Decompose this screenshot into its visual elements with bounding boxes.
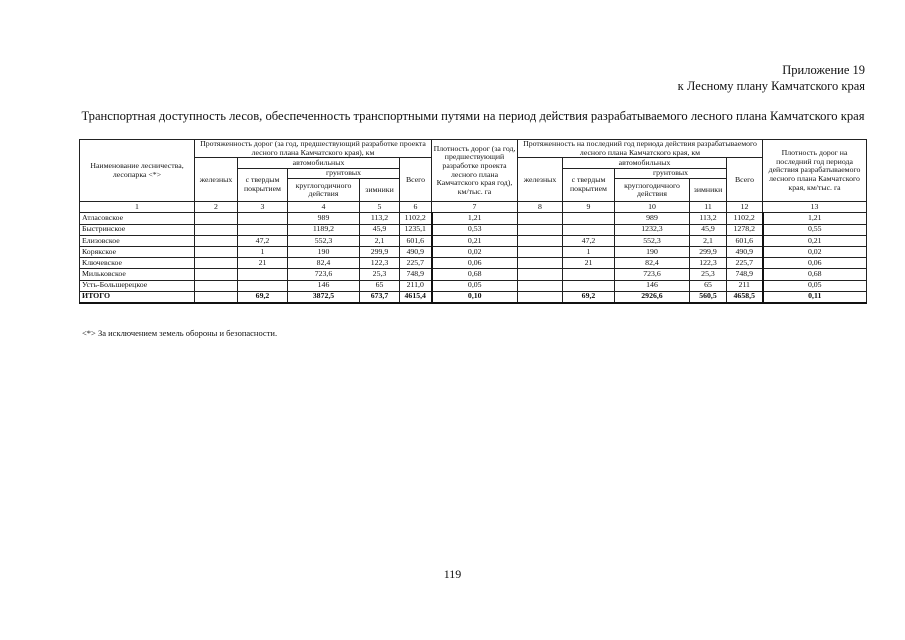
value-cell: 113,2 <box>360 213 400 224</box>
value-cell: 122,3 <box>690 258 727 269</box>
value-cell: 1235,1 <box>400 224 432 235</box>
table-row <box>80 269 867 280</box>
value-cell: 552,3 <box>288 235 360 246</box>
column-number-cell: 9 <box>563 202 615 213</box>
value-cell: 723,6 <box>615 269 690 280</box>
column-number-cell: 6 <box>400 202 432 213</box>
value-cell: 82,4 <box>288 258 360 269</box>
appendix-number: Приложение 19 <box>782 63 865 77</box>
value-cell <box>518 247 563 258</box>
value-cell: 0,05 <box>763 280 867 291</box>
value-cell: 0,55 <box>763 224 867 235</box>
value-cell <box>238 269 288 280</box>
column-number-cell: 12 <box>727 202 763 213</box>
table-row <box>80 258 867 269</box>
column-number-cell: 13 <box>763 202 867 213</box>
value-cell: 0,02 <box>763 247 867 258</box>
value-cell: 211 <box>727 280 763 291</box>
value-cell <box>195 224 238 235</box>
value-cell: 1189,2 <box>288 224 360 235</box>
value-cell: 21 <box>238 258 288 269</box>
value-cell: 190 <box>615 247 690 258</box>
column-number-cell: 1 <box>80 202 195 213</box>
value-cell: 0,68 <box>763 269 867 280</box>
header-hard-surface: с твердым покрытием <box>238 168 288 202</box>
header-dirt: грунтовых <box>288 168 400 179</box>
total-value-cell <box>518 291 563 303</box>
table-row <box>80 213 867 224</box>
column-number-cell: 7 <box>432 202 518 213</box>
header-dirt: грунтовых <box>615 168 727 179</box>
page-number: 119 <box>443 567 462 581</box>
header-automobile: автомобильных <box>238 158 400 169</box>
value-cell: 723,6 <box>288 269 360 280</box>
table-row <box>80 247 867 258</box>
header-length-prev: Протяженность дорог (за год, предшествующий разработке проекта лесного плана Камчатского края), км <box>195 140 432 158</box>
value-cell: 25,3 <box>360 269 400 280</box>
forestry-name-cell: Быстринское <box>80 224 195 235</box>
total-value-cell: 4615,4 <box>400 291 432 303</box>
value-cell: 552,3 <box>615 235 690 246</box>
value-cell: 113,2 <box>690 213 727 224</box>
value-cell <box>563 224 615 235</box>
value-cell <box>238 224 288 235</box>
value-cell <box>518 235 563 246</box>
value-cell <box>518 269 563 280</box>
total-value-cell: 4658,5 <box>727 291 763 303</box>
value-cell <box>195 247 238 258</box>
header-density-last: Плотность дорог на последний год периода действия разрабатываемого лесного плана Камчатского края, км/тыс. га <box>763 140 867 202</box>
value-cell: 490,9 <box>727 247 763 258</box>
value-cell: 1232,3 <box>615 224 690 235</box>
value-cell: 25,3 <box>690 269 727 280</box>
table-row <box>80 224 867 235</box>
value-cell: 299,9 <box>360 247 400 258</box>
value-cell: 225,7 <box>400 258 432 269</box>
value-cell: 225,7 <box>727 258 763 269</box>
column-number-cell: 11 <box>690 202 727 213</box>
header-length-last: Протяженность на последний год периода действия разрабатываемого лесного плана Камчатского края, км <box>518 140 763 158</box>
total-value-cell <box>195 291 238 303</box>
header-railway: железных <box>518 158 563 202</box>
value-cell: 748,9 <box>400 269 432 280</box>
value-cell: 2,1 <box>360 235 400 246</box>
forestry-name-cell: Усть-Большерецкое <box>80 280 195 291</box>
value-cell: 82,4 <box>615 258 690 269</box>
value-cell: 65 <box>690 280 727 291</box>
value-cell: 0,21 <box>432 235 518 246</box>
total-label-cell: ИТОГО <box>80 291 195 303</box>
total-value-cell: 0,11 <box>763 291 867 303</box>
value-cell: 21 <box>563 258 615 269</box>
value-cell: 1278,2 <box>727 224 763 235</box>
column-number-cell: 3 <box>238 202 288 213</box>
column-number-cell: 10 <box>615 202 690 213</box>
value-cell <box>195 258 238 269</box>
transport-accessibility-table <box>79 139 867 304</box>
value-cell <box>563 213 615 224</box>
header-year-round: круглогодичного действия <box>615 179 690 202</box>
forestry-name-cell: Атласовское <box>80 213 195 224</box>
column-number-cell: 4 <box>288 202 360 213</box>
value-cell: 122,3 <box>360 258 400 269</box>
value-cell <box>518 280 563 291</box>
value-cell: 146 <box>615 280 690 291</box>
header-winter: зимники <box>360 179 400 202</box>
value-cell: 2,1 <box>690 235 727 246</box>
value-cell: 0,05 <box>432 280 518 291</box>
document-title: Транспортная доступность лесов, обеспеченность транспортными путями на период действия разрабатываемого лесного плана Камчатского края <box>81 109 865 123</box>
value-cell: 989 <box>615 213 690 224</box>
column-number-cell: 8 <box>518 202 563 213</box>
value-cell: 748,9 <box>727 269 763 280</box>
total-value-cell: 0,10 <box>432 291 518 303</box>
column-number-row <box>80 202 867 213</box>
total-value-cell: 69,2 <box>238 291 288 303</box>
value-cell <box>518 224 563 235</box>
value-cell: 0,02 <box>432 247 518 258</box>
value-cell: 989 <box>288 213 360 224</box>
value-cell: 45,9 <box>690 224 727 235</box>
value-cell: 601,6 <box>727 235 763 246</box>
forestry-name-cell: Корякское <box>80 247 195 258</box>
value-cell <box>563 280 615 291</box>
header-winter: зимники <box>690 179 727 202</box>
total-value-cell: 673,7 <box>360 291 400 303</box>
table-row <box>80 280 867 291</box>
value-cell: 45,9 <box>360 224 400 235</box>
column-number-cell: 5 <box>360 202 400 213</box>
value-cell <box>238 280 288 291</box>
header-automobile: автомобильных <box>563 158 727 169</box>
value-cell: 0,53 <box>432 224 518 235</box>
total-row <box>80 291 867 303</box>
value-cell: 0,06 <box>432 258 518 269</box>
value-cell: 47,2 <box>563 235 615 246</box>
footnote: <*> За исключением земель обороны и безопасности. <box>82 328 278 338</box>
header-density-prev: Плотность дорог (за год, предшествующий разработке проекта лесного плана Камчатского края год), км/тыс. га <box>432 140 518 202</box>
total-value-cell: 2926,6 <box>615 291 690 303</box>
value-cell: 1102,2 <box>400 213 432 224</box>
value-cell: 190 <box>288 247 360 258</box>
table-row <box>80 235 867 246</box>
header-name: Наименование лесничества, лесопарка <*> <box>80 140 195 202</box>
value-cell <box>195 269 238 280</box>
header-year-round: круглогодичного действия <box>288 179 360 202</box>
value-cell: 0,68 <box>432 269 518 280</box>
value-cell: 47,2 <box>238 235 288 246</box>
value-cell <box>195 213 238 224</box>
total-value-cell: 69,2 <box>563 291 615 303</box>
value-cell: 1 <box>563 247 615 258</box>
value-cell: 0,06 <box>763 258 867 269</box>
value-cell: 65 <box>360 280 400 291</box>
total-value-cell: 3872,5 <box>288 291 360 303</box>
header-railway: железных <box>195 158 238 202</box>
value-cell: 1102,2 <box>727 213 763 224</box>
value-cell: 601,6 <box>400 235 432 246</box>
value-cell <box>518 213 563 224</box>
value-cell: 1,21 <box>432 213 518 224</box>
column-number-cell: 2 <box>195 202 238 213</box>
total-value-cell: 560,5 <box>690 291 727 303</box>
value-cell: 299,9 <box>690 247 727 258</box>
value-cell: 0,21 <box>763 235 867 246</box>
value-cell <box>238 213 288 224</box>
forestry-name-cell: Мильковское <box>80 269 195 280</box>
forestry-name-cell: Ключевское <box>80 258 195 269</box>
value-cell <box>195 235 238 246</box>
value-cell: 211,0 <box>400 280 432 291</box>
forestry-name-cell: Елизовское <box>80 235 195 246</box>
value-cell: 146 <box>288 280 360 291</box>
value-cell: 1,21 <box>763 213 867 224</box>
value-cell: 490,9 <box>400 247 432 258</box>
value-cell <box>195 280 238 291</box>
value-cell <box>563 269 615 280</box>
header-total: Всего <box>400 158 432 202</box>
value-cell <box>518 258 563 269</box>
value-cell: 1 <box>238 247 288 258</box>
header-total: Всего <box>727 158 763 202</box>
header-hard-surface: с твердым покрытием <box>563 168 615 202</box>
appendix-reference: к Лесному плану Камчатского края <box>677 79 865 93</box>
